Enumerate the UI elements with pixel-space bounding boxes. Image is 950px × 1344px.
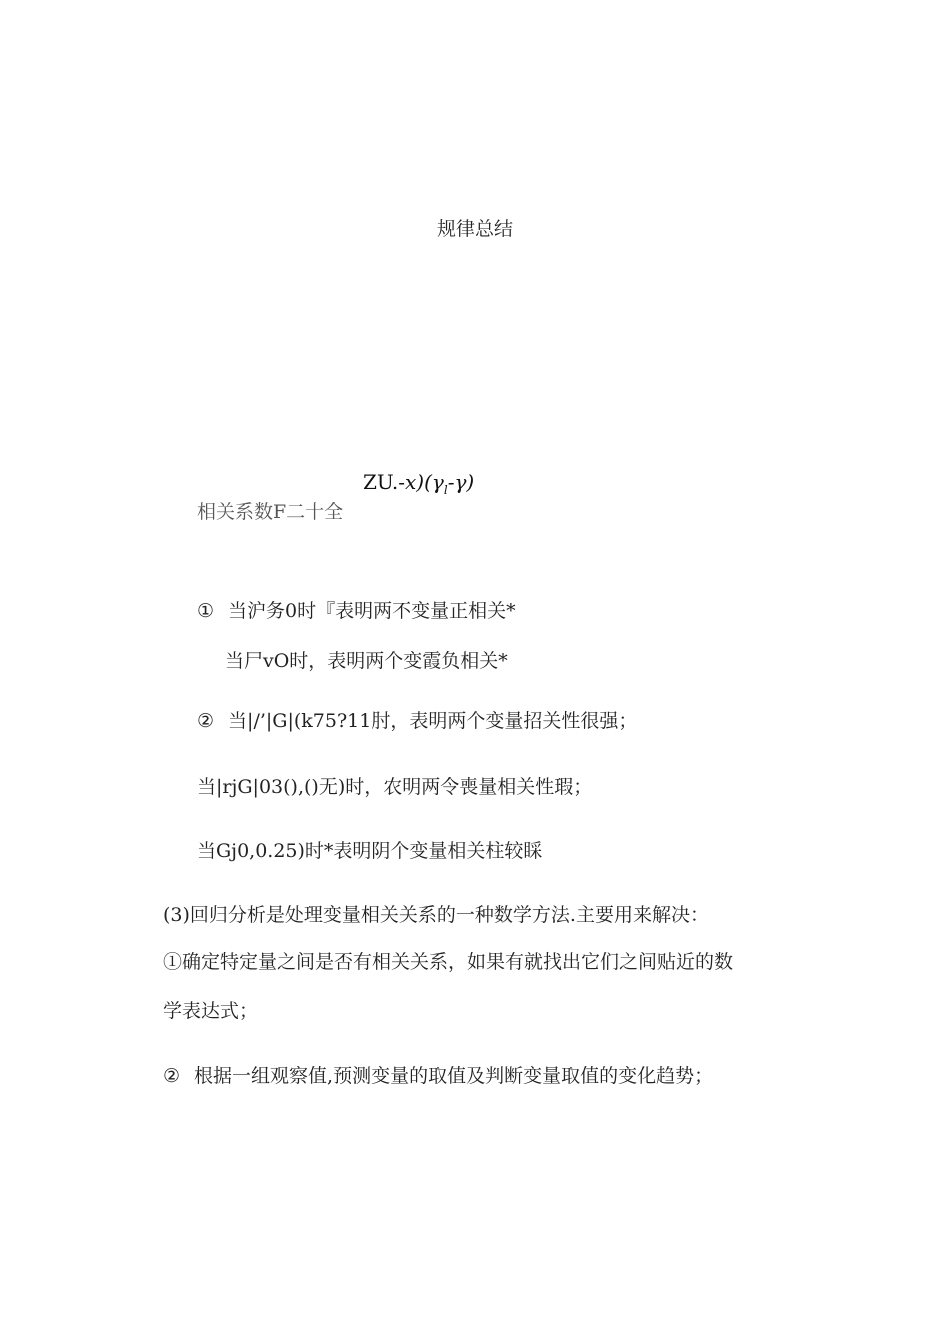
regression-intro: (3)回归分析是处理变量相关关系的一种数学方法.主要用来解决： — [163, 904, 709, 926]
item-2-marker: ② — [197, 710, 215, 732]
page-title: 规律总结 — [436, 218, 513, 240]
item-2-continuation: 当|rjG|03(),()无)时，农明两令喪量相关性瑕； — [197, 776, 593, 798]
item-3: 当Gj0,0.25)时*表明阴个变量相关柱较睬 — [197, 840, 543, 862]
item-1 — [197, 599, 516, 623]
regression-point-2-marker: ② — [163, 1065, 181, 1087]
regression-point-2 — [163, 1064, 713, 1088]
regression-point-1-cont: 学表达式； — [163, 1000, 259, 1022]
correlation-formula-numerator — [363, 470, 474, 502]
formula-term-a: x)(γ — [405, 470, 444, 494]
formula-prefix: ZU.- — [363, 470, 406, 494]
regression-point-2-text: 根据一组观察值,预测变量的取值及判断变量取值的变化趋势； — [194, 1065, 714, 1087]
formula-term-b: -γ) — [447, 470, 475, 494]
item-1-marker: ① — [197, 600, 215, 622]
item-1-text: 当沪务0时『表明两不变量正相关* — [228, 600, 516, 622]
correlation-formula-lhs: 相关系数F二十全 — [197, 501, 344, 523]
formula-subscript: l — [443, 483, 448, 497]
item-1-continuation: 当尸vO时，表明两个变霞负相关* — [225, 650, 508, 672]
regression-point-1: ①确定特定量之间是否有相关关系，如果有就找出它们之间贴近的数 — [163, 951, 734, 973]
item-2-text: 当|/’|G|(k75?11肘，表明两个变量招关性很强； — [228, 710, 638, 732]
item-2 — [197, 709, 637, 733]
